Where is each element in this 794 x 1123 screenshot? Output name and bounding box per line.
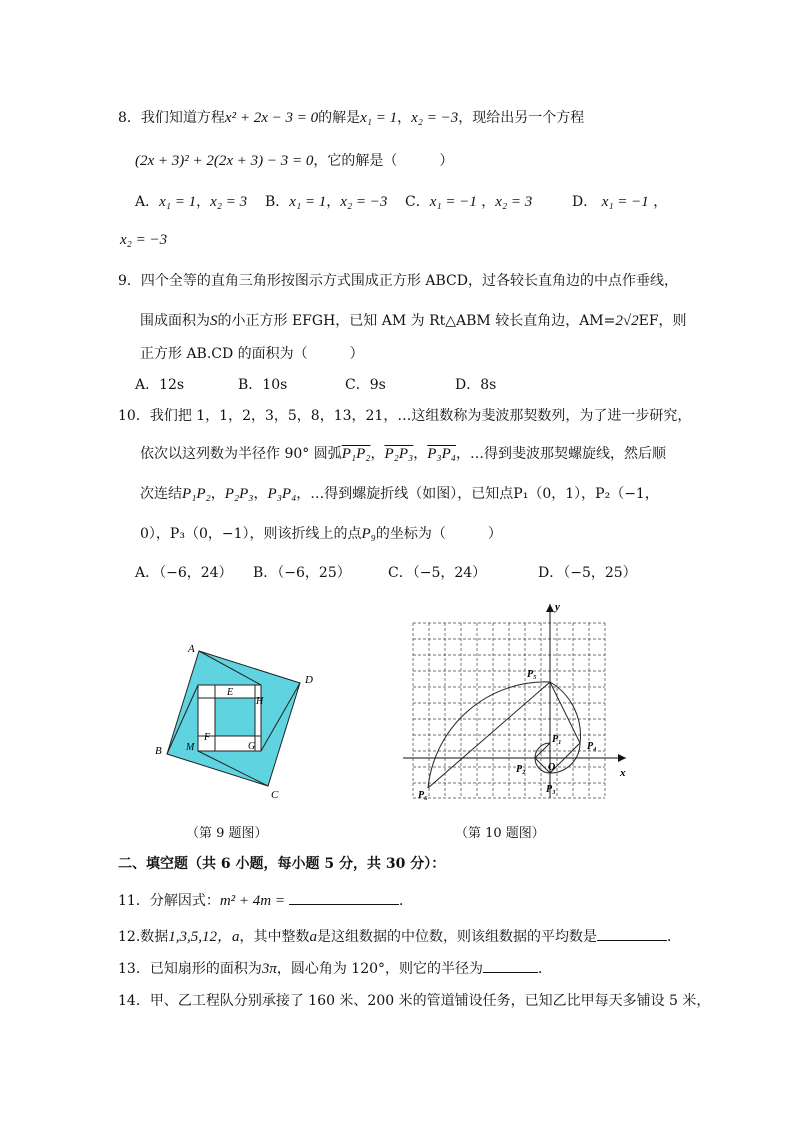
q8-option-d-cont: x₂ = −3 (120, 232, 168, 248)
q11-line: 11．分解因式：m² + 4m = ． (118, 890, 413, 910)
q8-option-b[interactable]: B．x₁ = 1，x₂ = −3 (265, 194, 388, 210)
q8-line2: (2x + 3)² + 2(2x + 3) − 3 = 0，它的解是（ ） (135, 153, 454, 169)
q8-equation2: (2x + 3)² + 2(2x + 3) − 3 = 0 (135, 153, 314, 169)
q12-blank[interactable] (597, 926, 667, 941)
arc-p3p4: P₃P₄ (427, 446, 457, 462)
label-o: O (548, 762, 556, 773)
q8-option-d[interactable]: D． x₁ = −1 ， (572, 194, 668, 210)
label-g: G (248, 741, 256, 752)
label-p1: P₁ (552, 734, 562, 745)
label-x: x (620, 767, 626, 779)
q10-line2: 依次以这列数为半径作 90° 圆弧P₁P₂，P₂P₃，P₃P₄，…得到斐波那契螺旋线，然后顺 (140, 446, 667, 462)
label-p2: P₂ (516, 764, 526, 775)
label-b: B (155, 745, 162, 757)
fig9-caption: （第 9 题图） (186, 826, 268, 841)
q10-line1: 10．我们把 1，1，2，3，5，8，13，21，…这组数称为斐波那契数列，为了进一步研究， (118, 408, 692, 424)
label-p4: P₄ (587, 741, 597, 752)
efgh-square (215, 698, 255, 736)
fig10-diagram (398, 598, 638, 803)
label-h: H (256, 696, 264, 707)
q14-line: 14．甲、乙工程队分别承接了 160 米、200 米的管道铺设任务，已知乙比甲每天多铺设 5 米， (118, 993, 711, 1009)
fig9-diagram (150, 640, 320, 800)
label-d: D (305, 674, 313, 686)
q8-line1: 8．我们知道方程x² + 2x − 3 = 0的解是x₁ = 1，x₂ = −3，现给出另一个方程 (118, 110, 585, 126)
q12-line: 12.数据1,3,5,12，a，其中整数a是这组数据的中位数，则该组数据的平均数是 ． (118, 925, 681, 946)
label-p5: P₅ (527, 669, 537, 680)
q9-line3: 正方形 AB.CD 的面积为（ ） (140, 346, 364, 362)
q8-option-c[interactable]: C．x₁ = −1 ，x₂ = 3 (405, 194, 533, 210)
q11-blank[interactable] (289, 890, 399, 905)
q8-solution1: x₁ = 1 (360, 110, 398, 126)
label-p3: P₃ (546, 784, 556, 795)
q13-line: 13．已知扇形的面积为3π，圆心角为 120°，则它的半径为 ． (118, 958, 552, 978)
q9-line2: 围成面积为S的小正方形 EFGH，已知 AM 为 Rt△ABM 较长直角边，AM=2√2EF，则 (140, 313, 687, 329)
q9-line1: 9．四个全等的直角三角形按图示方式围成正方形 ABCD，过各较长直角边的中点作垂线， (118, 273, 678, 289)
label-m: M (186, 742, 195, 753)
label-p6: P₆ (418, 790, 428, 801)
q13-blank[interactable] (483, 958, 538, 973)
section2-heading: 二、填空题（共 6 小题，每小题 5 分，共 30 分）： (118, 856, 446, 872)
arc-p1p2: P₁P₂ (341, 446, 371, 462)
grid (413, 623, 605, 798)
q10-option-c[interactable]: C．（−5，24） (388, 565, 487, 581)
q10-option-d[interactable]: D．（−5，25） (538, 565, 637, 581)
q8-equation1: x² + 2x − 3 = 0 (224, 110, 319, 126)
q10-option-b[interactable]: B．（−6，25） (253, 565, 351, 581)
q8-option-a[interactable]: A．x₁ = 1，x₂ = 3 (135, 194, 248, 210)
q10-option-a[interactable]: A．（−6，24） (135, 565, 233, 581)
label-f: F (204, 732, 211, 743)
fig10-caption: （第 10 题图） (455, 826, 545, 841)
q10-line3: 次连结P₁P₂，P₂P₃，P₃P₄，…得到螺旋折线（如图），已知点P₁（0，1），P₂（−1， (140, 486, 659, 502)
q9-option-d[interactable]: D．8s (455, 377, 497, 393)
arc-p2p3: P₂P₃ (384, 446, 414, 462)
q9-option-a[interactable]: A．12s (135, 377, 185, 393)
q8-solution2: x₂ = −3 (411, 110, 459, 126)
label-a: A (188, 643, 195, 655)
label-c: C (271, 789, 279, 800)
label-e: E (227, 687, 234, 698)
q9-option-c[interactable]: C．9s (345, 377, 386, 393)
q9-option-b[interactable]: B．10s (238, 377, 288, 393)
label-y: y (555, 601, 560, 613)
q10-line4: 0），P₃（0，−1），则该折线上的点P₉的坐标为（ ） (140, 526, 502, 542)
